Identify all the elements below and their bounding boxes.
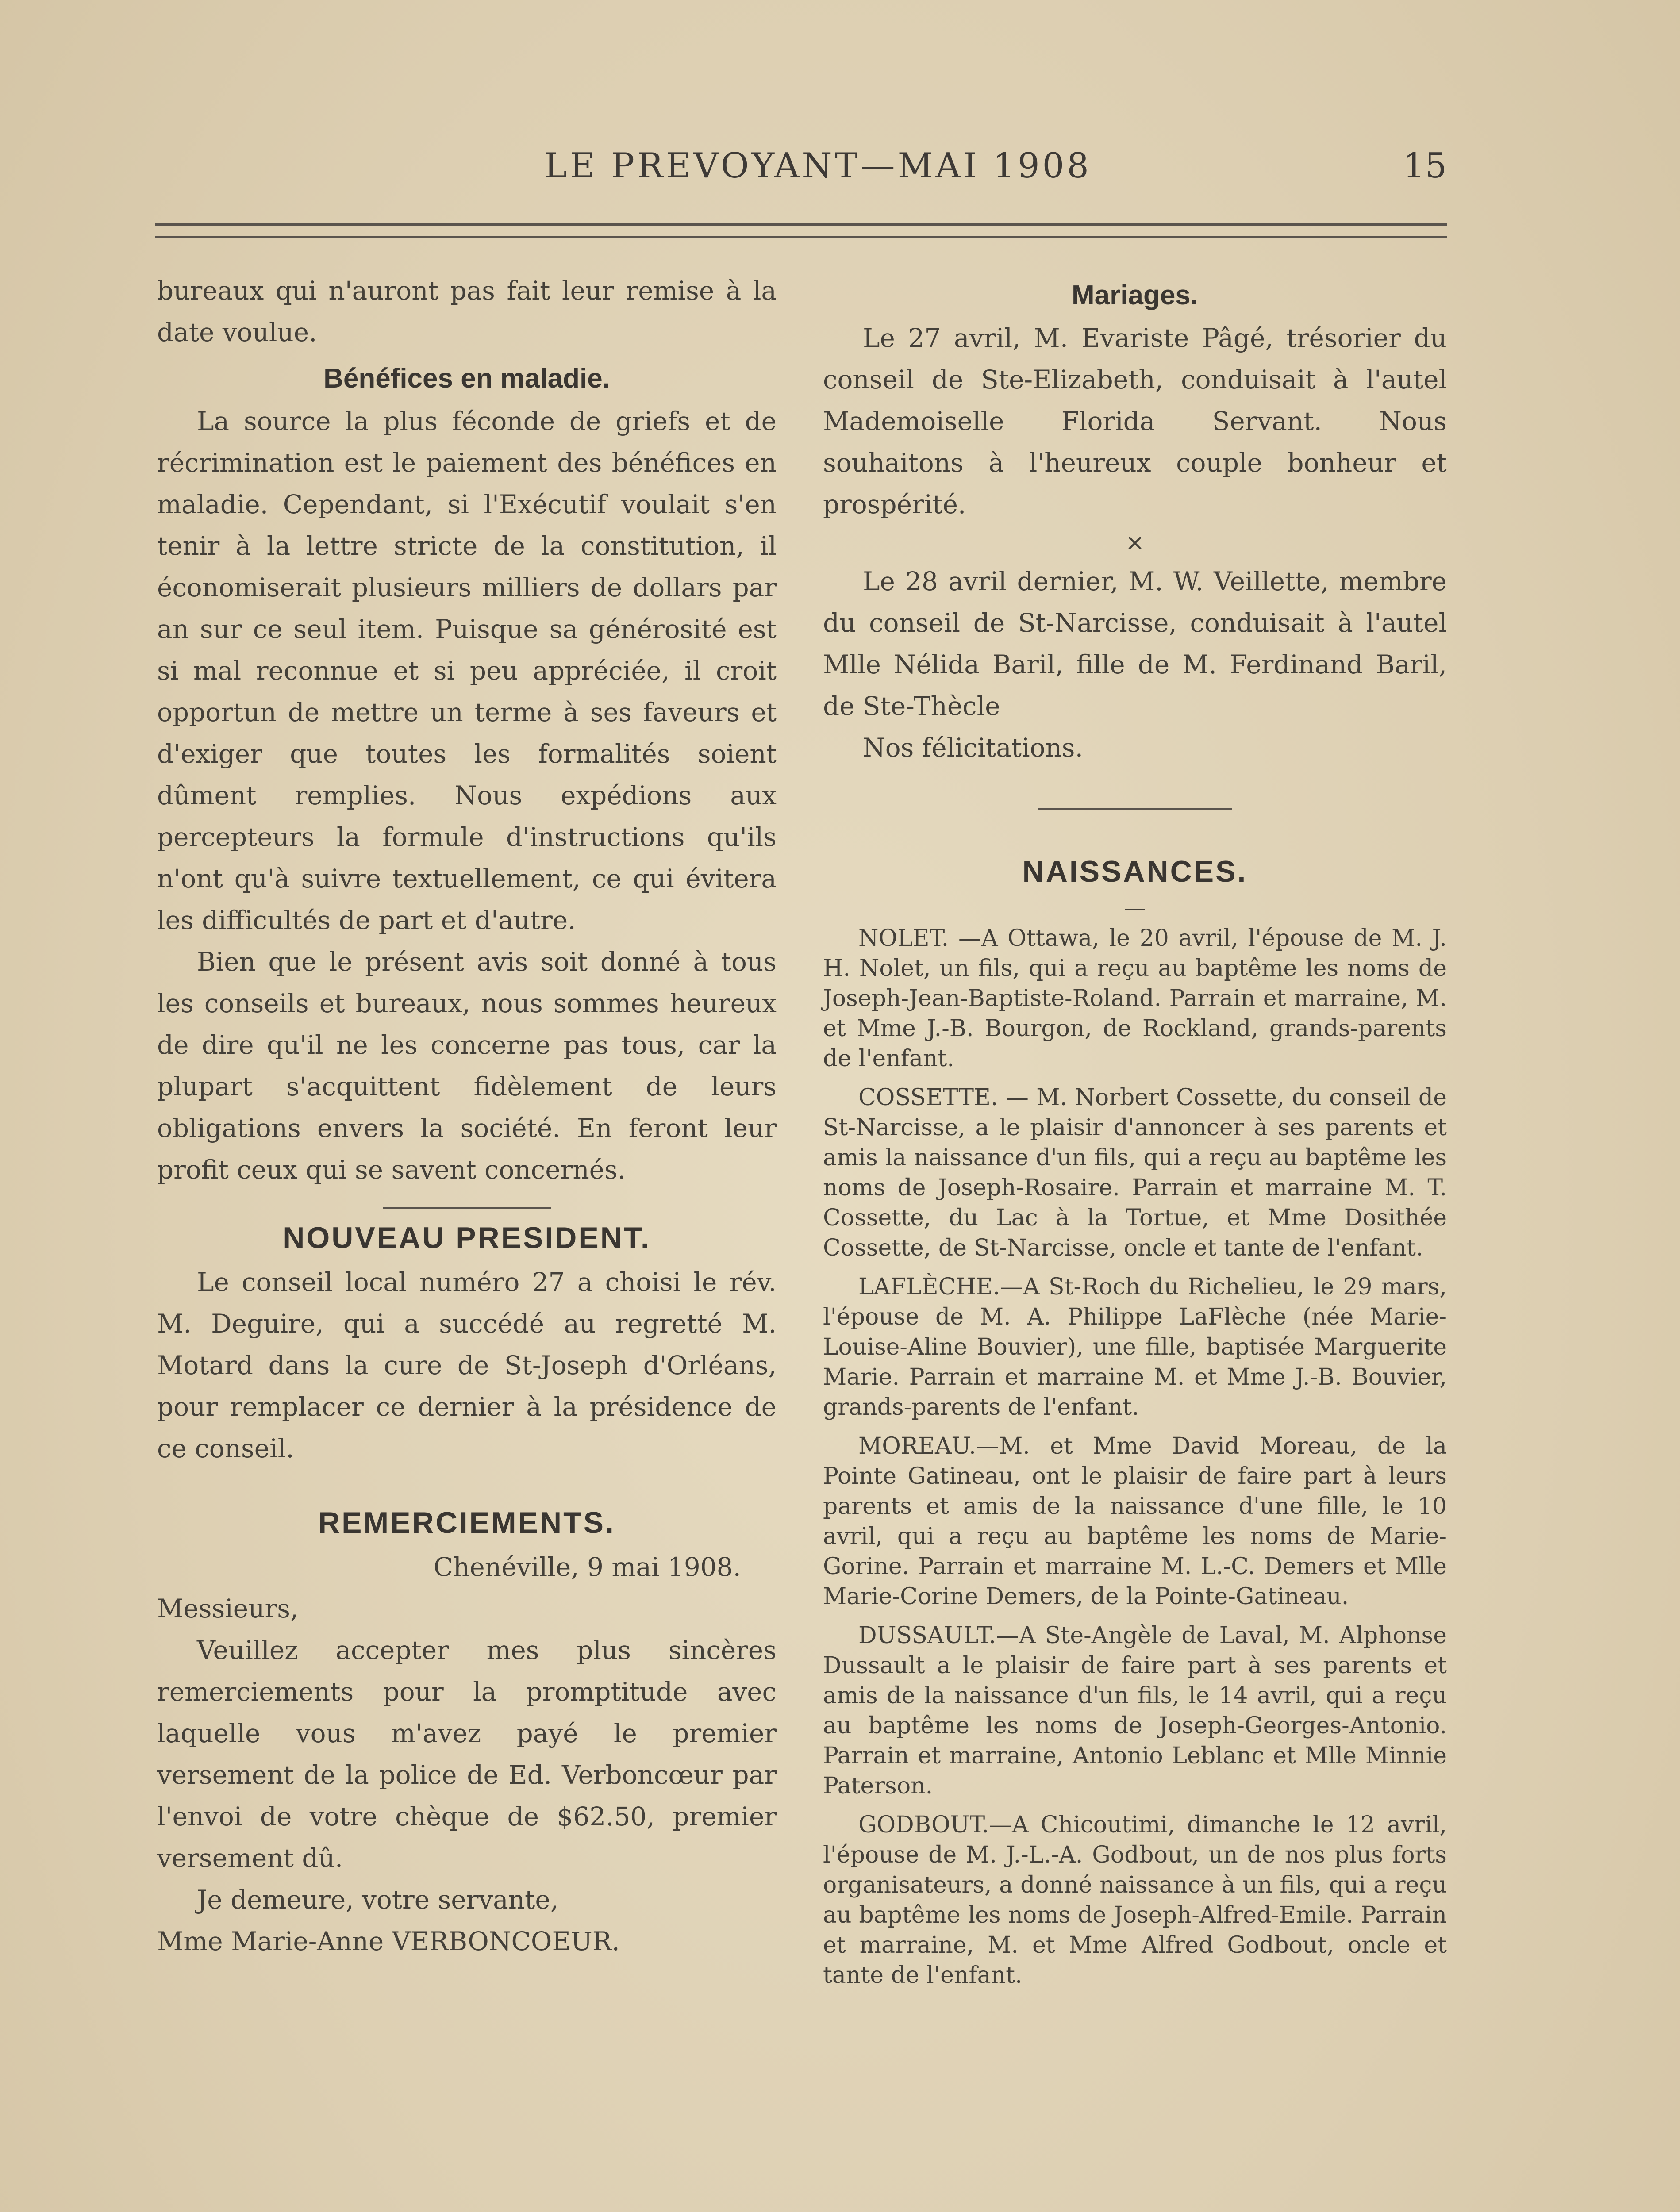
remerciements-heading: REMERCIEMENTS.	[318, 1506, 615, 1540]
birth-notice: MOREAU.—M. et Mme David Moreau, de la Pointe Gatineau, ont le plaisir de faire part à leurs parents et amis de la naissance d'une fille, le 10 avril, qui a reçu au baptême les noms de Marie-Gorine. Parrain et marraine M. L.-C. Demers et Mlle Marie-Corine Demers, de la Pointe-Gatineau.	[823, 1433, 1447, 1610]
heading-dash: —	[1124, 895, 1146, 921]
letter-dateline: Chenéville, 9 mai 1908.	[433, 1552, 741, 1582]
letter-body: Veuillez accepter mes plus sincères remerciements pour la promptitude avec laquelle vous m'avez payé le premier versement de la police de Ed. Verboncœur par l'envoi de votre chèque de $62.50, premier versement dû.	[157, 1635, 777, 1873]
nouveau-president-heading: NOUVEAU PRESIDENT.	[283, 1221, 651, 1255]
naissances-heading: NAISSANCES.	[1022, 855, 1248, 888]
birth-notice: GODBOUT.—A Chicoutimi, dimanche le 12 avril, l'épouse de M. J.-L.-A. Godbout, un de nos plus forts organisateurs, a donné naissance à un fils, qui a reçu au baptême les noms de Joseph-Alfred-Emile. Parrain et marraine, M. et Mme Alfred Godbout, oncle et tante de l'enfant.	[823, 1812, 1447, 1989]
section-divider	[1038, 808, 1232, 810]
right-column	[823, 270, 1447, 1999]
benefices-paragraph-2: Bien que le présent avis soit donné à tous les conseils et bureaux, nous sommes heureux de dire qu'il ne les concerne pas tous, car la plupart s'acquittent fidèlement de leurs obligations envers la société. En feront leur profit ceux qui se savent concernés.	[157, 947, 777, 1185]
page-header	[155, 146, 1447, 199]
letter-signature: Mme Marie-Anne VERBONCOEUR.	[157, 1926, 620, 1956]
nouveau-president-paragraph: Le conseil local numéro 27 a choisi le rév. M. Deguire, qui a succédé au regretté M. Motard dans la cure de St-Joseph d'Orléans, pour remplacer ce dernier à la présidence de ce conseil.	[157, 1267, 777, 1463]
page-number: 15	[1403, 146, 1447, 186]
mariage-notice-2-end: Nos félicitations.	[863, 733, 1084, 763]
spacer	[157, 1469, 777, 1496]
header-double-rule	[155, 223, 1447, 238]
continued-paragraph: bureaux qui n'auront pas fait leur remise à la date voulue.	[157, 276, 777, 347]
birth-notice: LAFLÈCHE.—A St-Roch du Richelieu, le 29 mars, l'épouse de M. A. Philippe LaFlèche (née Marie-Louise-Aline Bouvier), une fille, baptisée Marguerite Marie. Parrain et marraine M. et Mme J.-B. Bouvier, grands-parents de l'enfant.	[823, 1274, 1447, 1421]
benefices-paragraph-1: La source la plus féconde de griefs et de récrimination est le paiement des bénéfices en maladie. Cependant, si l'Exécutif voulait s'en tenir à la lettre stricte de la constitution, il économiserait plusieurs milliers de dollars par an sur ce seul item. Puisque sa générosité est si mal reconnue et si peu appréciée, il croit opportun de mettre un terme à ses faveurs et d'exiger que toutes les formalités soient dûment remplies. Nous expédions aux percepteurs la formule d'instructions qu'ils n'ont qu'à suivre textuellement, ce qui évitera les difficultés de part et d'autre.	[157, 406, 777, 935]
running-title: LE PREVOYANT—MAI 1908	[544, 146, 1092, 186]
mariage-notice-2: Le 28 avril dernier, M. W. Veillette, membre du conseil de St-Narcisse, conduisait à l'autel Mlle Nélida Baril, fille de M. Ferdinand Baril, de Ste-Thècle	[823, 566, 1447, 721]
notice-separator: ×	[1125, 530, 1145, 556]
birth-notice: NOLET. —A Ottawa, le 20 avril, l'épouse de M. J. H. Nolet, un fils, qui a reçu au baptême les noms de Joseph-Jean-Baptiste-Roland. Parrain et marraine, M. et Mme J.-B. Bourgon, de Rockland, grands-parents de l'enfant.	[823, 925, 1447, 1072]
benefices-heading: Bénéfices en maladie.	[323, 363, 610, 394]
left-column	[157, 270, 777, 1962]
section-divider	[383, 1207, 551, 1209]
birth-notice: DUSSAULT.—A Ste-Angèle de Laval, M. Alphonse Dussault a le plaisir de faire part à ses parents et amis de la naissance d'un fils, le 14 avril, qui a reçu au baptême les noms de Joseph-Georges-Antonio. Parrain et marraine, Antonio Leblanc et Mlle Minnie Paterson.	[823, 1622, 1447, 1799]
letter-salutation: Messieurs,	[157, 1594, 299, 1624]
letter-closing: Je demeure, votre servante,	[197, 1885, 559, 1915]
mariages-heading: Mariages.	[1071, 280, 1199, 311]
mariage-notice-1: Le 27 avril, M. Evariste Pâgé, trésorier du conseil de Ste-Elizabeth, conduisait à l'autel Mademoiselle Florida Servant. Nous souhaitons à l'heureux couple bonheur et prospérité.	[823, 323, 1447, 519]
birth-notice: COSSETTE. — M. Norbert Cossette, du conseil de St-Narcisse, a le plaisir d'annoncer à ses parents et amis la naissance d'un fils, qui a reçu au baptême les noms de Joseph-Rosaire. Parrain et marraine M. T. Cossette, du Lac à la Tortue, et Mme Dosithée Cossette, de St-Narcisse, oncle et tante de l'enfant.	[823, 1084, 1447, 1261]
